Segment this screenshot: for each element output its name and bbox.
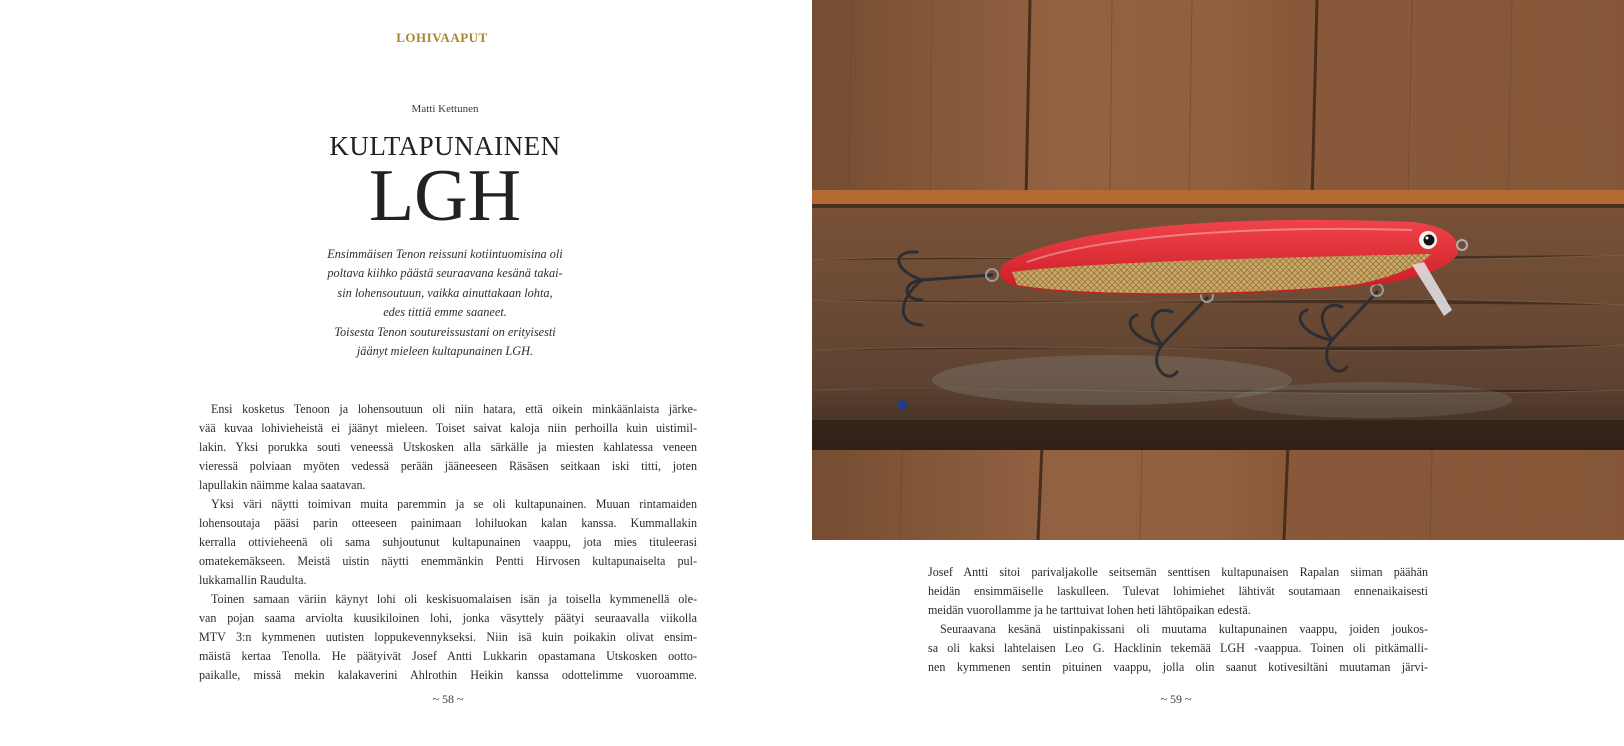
body-line: MTV 3:n kymmenen uutisten loppukevennykseksi. Niin isä kuin poikakin olivat ensim-	[199, 630, 697, 644]
body-line: lakin. Yksi porukka souti veneessä Utskosken alla särkälle ja miesten kahlatessa veneen	[199, 440, 697, 454]
body-line: Josef Antti sitoi parivaljakolle seitsemän senttisen kultapunaisen Rapalan siiman päähän	[928, 565, 1428, 579]
body-line: Seuraavana kesänä uistinpakissani oli muutama kultapunainen vaappu, joiden joukos-	[940, 622, 1428, 636]
article-title-line1: KULTAPUNAINEN	[329, 131, 561, 161]
body-text-left	[199, 400, 697, 685]
lead-line: sin lohensoutuun, vaikka ainuttakaan lohta,	[337, 285, 553, 300]
page-number-right: ~ 59 ~	[1160, 692, 1192, 706]
page-number-left: ~ 58 ~	[432, 692, 464, 706]
body-line: omatekemäkseen. Meistä uistin näytti enemmänkin Pentti Hirvosen kultapunaiselta pul-	[199, 554, 697, 568]
body-line: heidän ensimmäiselle laskulleen. Tulevat lohimiehet lähtivät soutamaan ennenaikaisesti	[928, 584, 1428, 598]
body-line: kerralla ottivieheenä oli sama suhjoutunut kultapunainen vaappu, jota mies tituleerasi	[199, 535, 697, 549]
body-line: mäistä kertaa Tenolla. He päätyivät Josef Antti Lukkarin opastamana Utskosken ootto-	[199, 649, 697, 663]
author-name: Matti Kettunen	[411, 103, 479, 115]
body-line: Toinen samaan väriin käynyt lohi oli keskisuomalaisen isän ja toisella kymmenellä ole-	[211, 592, 697, 606]
lead-line: poltava kiihko päästä seuraavana kesänä takai-	[327, 266, 563, 281]
body-line: Ensi kosketus Tenoon ja lohensoutuun oli niin hatara, että oikein minkäänlaista järke-	[211, 402, 697, 416]
running-head: LOHIVAAPUT	[396, 30, 488, 45]
body-line: meidän vuorollamme ja he tarttuivat lohen heti lähtöpaikan edestä.	[928, 603, 1251, 617]
lead-line: Toisesta Tenon soutureissustani on erityisesti	[334, 324, 556, 339]
body-line: vää kuvaa lohivieheistä ei jäänyt mieleen. Toiset saivat kaloja niin perhoilla kuin uistimil-	[199, 421, 697, 435]
body-line: nen kymmenen sentin pituinen vaappu, jolla olin saanut kotivesiltäni muutaman järvi-	[928, 660, 1428, 674]
body-line: sa oli kaksi lahtelaisen Leo G. Hacklinin tekemää LGH -vaappua. Toinen oli pitkämalli-	[928, 641, 1428, 655]
body-line: paikalle, missä mekin kalakaverini Ahlrothin Heikin kanssa odottelimme vuoroamme.	[199, 668, 697, 682]
body-line: lapullakin näimme kalaa saatavan.	[199, 478, 366, 492]
article-title-line2: LGH	[368, 155, 522, 237]
body-line: lukkamallin Raudulta.	[199, 573, 307, 587]
lure-photo-illustration	[812, 0, 1624, 540]
body-text-right	[928, 563, 1428, 677]
body-line: vieressä polviaan myöten vedessä perään jääneeseen Räsäsen seitkaan iski titti, joten	[199, 459, 697, 473]
body-line: Yksi väri näytti toimivan muita paremmin ja se oli kultapunainen. Muuan rintamaiden	[211, 497, 697, 511]
lead-line: jäänyt mieleen kultapunainen LGH.	[356, 344, 534, 359]
lead-line: edes tittiä emme saaneet.	[383, 305, 507, 320]
lead-paragraph	[300, 245, 590, 361]
lure-photo	[812, 0, 1624, 540]
lead-line: Ensimmäisen Tenon reissuni kotiintuomisina oli	[327, 247, 563, 261]
body-line: van pojan saama arviolta kuusikiloinen lohi, jonka väsyttely päätyi seuraavalla viikolla	[199, 611, 697, 625]
body-line: lohensoutaja pääsi parin otteeseen painimaan lohiluokan kalan kanssa. Kummallakin	[199, 516, 697, 530]
